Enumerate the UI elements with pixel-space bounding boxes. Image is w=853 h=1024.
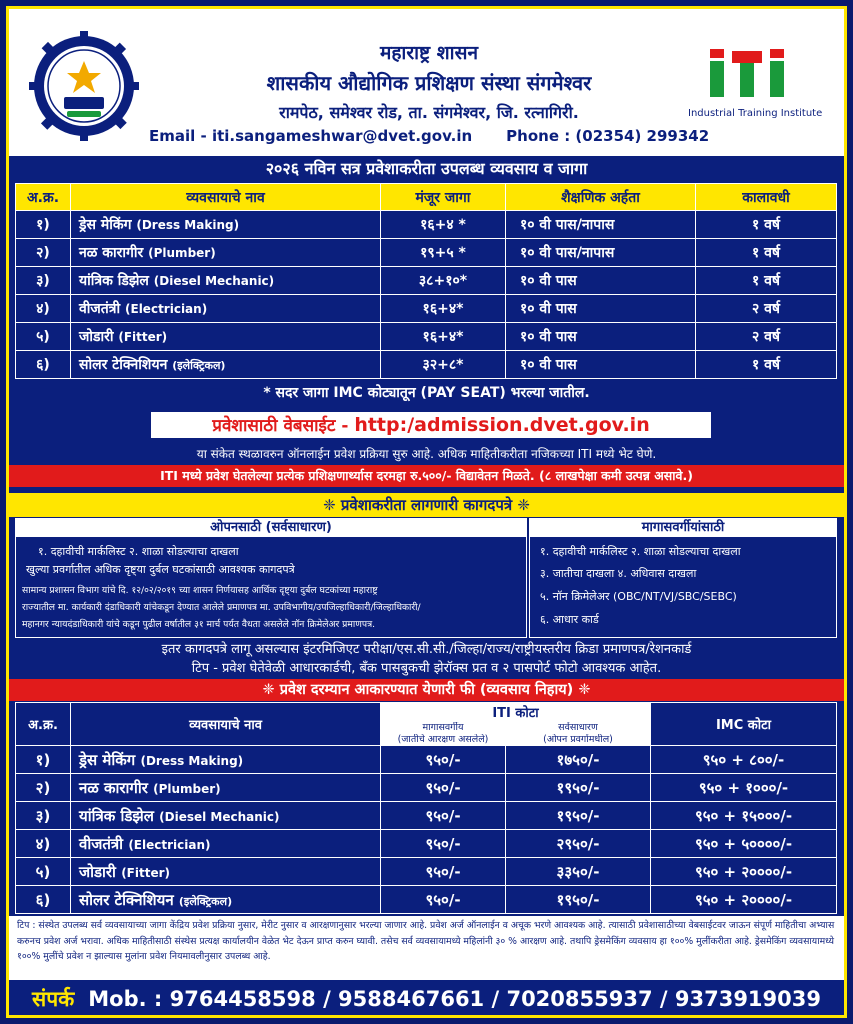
- iti-logo-icon: [688, 49, 808, 101]
- row-num: ३): [16, 267, 71, 295]
- trade-name: जोडारी: [79, 329, 114, 345]
- fee-imc: ९५० + २००००/-: [651, 858, 837, 886]
- fee-col-imc: IMC कोटा: [651, 703, 837, 746]
- fee-backward: ९५०/-: [381, 774, 506, 802]
- trade-name-en: (Fitter): [118, 330, 168, 344]
- docs-backward-line: ३. जातीचा दाखला ४. अधिवास दाखला: [540, 567, 697, 580]
- dvet-emblem-icon: [29, 31, 139, 141]
- row-trade: [71, 351, 381, 379]
- stipend-note: ITI मध्ये प्रवेश घेतलेल्या प्रत्येक प्रशिक्षणार्थ्यास दरमहा रु.५००/- विद्यावेतन मिळते. (८ लाखपेक्षा कमी उत्पन्न असावे.): [9, 465, 844, 487]
- row-seats: ३२+८*: [381, 351, 506, 379]
- fee-backward: ९५०/-: [381, 746, 506, 774]
- row-dur: १ वर्ष: [696, 211, 837, 239]
- fee-open: ३३५०/-: [506, 858, 651, 886]
- trade-name-en: (Diesel Mechanic): [159, 809, 280, 824]
- trade-name: यांत्रिक डिझेल: [79, 273, 149, 289]
- trade-name-en: (Plumber): [153, 781, 221, 796]
- row-edu: १० वी पास: [506, 323, 696, 351]
- fee-row-trade: [71, 858, 381, 886]
- fee-row-num: २): [16, 774, 71, 802]
- website-label: प्रवेशासाठी वेबसाईट -: [212, 416, 355, 436]
- fee-row-trade: [71, 802, 381, 830]
- header-email[interactable]: Email - iti.sangameshwar@dvet.gov.in: [149, 127, 473, 145]
- row-edu: १० वी पास/नापास: [506, 239, 696, 267]
- contact-bar: [9, 981, 844, 1018]
- fee-col-name: व्यवसायाचे नाव: [71, 703, 381, 746]
- fee-row-trade: [71, 830, 381, 858]
- iti-logo-caption: Industrial Training Institute: [688, 108, 823, 119]
- fee-col-open-sub: (ओपन प्रवर्गामधील): [506, 734, 651, 746]
- row-edu: १० वी पास/नापास: [506, 211, 696, 239]
- fee-col-backward-sub: (जातीचे आरक्षण असलेले): [381, 734, 506, 746]
- trade-name: यांत्रिक डिझेल: [79, 806, 154, 825]
- trade-name-en: (इलेक्ट्रिकल): [172, 359, 226, 372]
- header: [9, 9, 844, 156]
- col-header-num: अ.क्र.: [16, 184, 71, 211]
- table-row: [16, 886, 837, 914]
- iti-logo: [688, 49, 823, 119]
- table-row: [16, 802, 837, 830]
- fee-open: १९५०/-: [506, 774, 651, 802]
- documents-section: [15, 518, 837, 638]
- trade-name: ड्रेस मेकिंग: [79, 750, 136, 769]
- table-row: [16, 239, 837, 267]
- fee-row-trade: [71, 886, 381, 914]
- imc-note: * सदर जागा IMC कोट्यातून (PAY SEAT) भरल्या जातील.: [263, 385, 590, 401]
- trade-name-en: (Diesel Mechanic): [153, 274, 275, 288]
- row-trade: [71, 211, 381, 239]
- fee-table: [15, 702, 837, 914]
- other-docs-note: [9, 640, 844, 678]
- row-trade: [71, 323, 381, 351]
- table-row: [16, 267, 837, 295]
- fee-open: १९५०/-: [506, 886, 651, 914]
- docs-backward-line: ५. नॉन क्रिमेलेअर (OBC/NT/VJ/SBC/SEBC): [540, 590, 737, 603]
- col-header-edu: शैक्षणिक अर्हता: [506, 184, 696, 211]
- fee-col-num: अ.क्र.: [16, 703, 71, 746]
- fee-col-backward: मागासवर्गीय: [381, 722, 506, 734]
- fee-row-num: ५): [16, 858, 71, 886]
- fee-row-num: ३): [16, 802, 71, 830]
- fee-backward: ९५०/-: [381, 886, 506, 914]
- fee-imc: ९५० + ८००/-: [651, 746, 837, 774]
- row-trade: [71, 295, 381, 323]
- docs-backward-line: ६. आधार कार्ड: [540, 613, 599, 626]
- header-phone: Phone : (02354) 299342: [506, 127, 710, 145]
- fee-col-iti: ITI कोटा: [381, 703, 651, 722]
- row-dur: १ वर्ष: [696, 267, 837, 295]
- fee-imc: ९५० + ५००००/-: [651, 830, 837, 858]
- fee-backward: ९५०/-: [381, 830, 506, 858]
- trade-name-en: (Dress Making): [136, 218, 240, 232]
- row-dur: २ वर्ष: [696, 323, 837, 351]
- table-row: [16, 746, 837, 774]
- trade-name: सोलर टेक्निशियन: [79, 357, 168, 373]
- trade-name-en: (Electrician): [125, 302, 208, 316]
- trade-name-en: (Dress Making): [140, 753, 244, 768]
- contact-label: संपर्क: [32, 987, 75, 1011]
- row-num: ६): [16, 351, 71, 379]
- trade-name: ड्रेस मेकिंग: [79, 217, 132, 233]
- docs-open-line: राज्यातील मा. कार्यकारी दंडाधिकारी यांचेकडून देण्यात आलेले प्रमाणपत्र मा. उपविभागीय/उपजिल्हाधिकारी/जिल्हाधिकारी/: [22, 602, 421, 613]
- docs-open-line: खुल्या प्रवर्गातील अधिक दृष्ट्या दुर्बल घटकांसाठी आवश्यक कागदपत्रे: [26, 563, 295, 576]
- fee-open: १७५०/-: [506, 746, 651, 774]
- row-edu: १० वी पास: [506, 267, 696, 295]
- row-edu: १० वी पास: [506, 295, 696, 323]
- table-row: [16, 351, 837, 379]
- trades-table: [15, 183, 837, 379]
- docs-open-title: ओपनसाठी (सर्वसाधारण): [16, 519, 526, 537]
- website-link[interactable]: http:/admission.dvet.gov.in: [354, 414, 650, 436]
- row-seats: १६+४ *: [381, 211, 506, 239]
- other-docs-line: इतर कागदपत्रे लागू असल्यास इंटरमिजिएट परीक्षा/एस.सी.सी./जिल्हा/राज्य/राष्ट्रीयस्तरीय क्रिडा प्रमाणपत्र/रेशनकार्ड: [161, 642, 692, 657]
- header-address: रामपेठ, समेश्वर रोड, ता. संगमेश्वर, जि. रत्नागिरी.: [279, 103, 579, 122]
- website-box: [151, 412, 711, 438]
- poster-frame: [6, 6, 847, 1018]
- table-row: [16, 323, 837, 351]
- session-title: २०२६ नविन सत्र प्रवेशाकरीता उपलब्ध व्यवसाय व जागा: [265, 159, 588, 178]
- row-dur: १ वर्ष: [696, 351, 837, 379]
- docs-backward-column: [529, 518, 837, 638]
- docs-open-line: १. दहावीची मार्कलिस्ट २. शाळा सोडल्याचा दाखला: [38, 545, 239, 558]
- trade-name: जोडारी: [79, 862, 116, 881]
- header-institute-name: शासकीय औद्योगिक प्रशिक्षण संस्था संगमेश्वर: [266, 71, 592, 95]
- online-note: या संकेत स्थळावरुन ऑनलाईन प्रवेश प्रक्रिया सुरु आहे. अधिक माहितीकरीता नजिकच्या ITI मध्ये भेट घेणे.: [196, 447, 657, 461]
- table-row: [16, 295, 837, 323]
- docs-backward-line: १. दहावीची मार्कलिस्ट २. शाळा सोडल्याचा दाखला: [540, 545, 741, 558]
- trade-name: नळ कारागीर: [79, 245, 144, 261]
- fee-title: ❈ प्रवेश दरम्यान आकारण्यात येणारी फी (व्यवसाय निहाय) ❈: [9, 679, 844, 701]
- fee-row-num: ४): [16, 830, 71, 858]
- row-num: ५): [16, 323, 71, 351]
- table-row: [16, 774, 837, 802]
- row-trade: [71, 267, 381, 295]
- row-dur: १ वर्ष: [696, 239, 837, 267]
- trade-name-en: (Plumber): [148, 246, 216, 260]
- table-row: [16, 858, 837, 886]
- trade-name-en: (इलेक्ट्रिकल): [178, 894, 233, 908]
- contact-numbers[interactable]: Mob. : 9764458598 / 9588467661 / 7020855937 / 9373919039: [88, 987, 821, 1011]
- row-seats: ३८+१०*: [381, 267, 506, 295]
- trades-table-header: [16, 184, 837, 211]
- trade-name: नळ कारागीर: [79, 778, 148, 797]
- row-dur: २ वर्ष: [696, 295, 837, 323]
- col-header-seats: मंजूर जागा: [381, 184, 506, 211]
- row-seats: १९+५ *: [381, 239, 506, 267]
- header-contact-line: [149, 127, 709, 145]
- footer-note: टिप : संस्थेत उपलब्ध सर्व व्यवसायाच्या जागा केंद्रिय प्रवेश प्रक्रिया नुसार, मेरीट नुसार व आरक्षणानुसार भरल्या जाणार आहे. प्रवेश अर्ज ऑनलाईन व अचूक भरणे आवश्यक आहे. त्यासाठी प्रवेशासाठीच्या वेबसाईटवर जाऊन संपूर्ण माहितीचा अभ्यास करुनच प्रवेश अर्ज भरावा. अधिक माहितीसाठी संस्थेस प्रत्यक्ष कार्यालयीन वेळेत भेट देऊन प्राप्त करुन घ्यावी. तसेच सर्व व्यवसायामध्ये महिलांनी ३० % आरक्षण आहे. तथापि ड्रेसमेकिंग व्यवसाय हा १००% मुलींकरीता आहे. ड्रेसमेकिंग व्यवसायामध्ये १००% मुलींचे प्रवेश न झाल्यास मुलांना प्रवेश नियमावलीनुसार उपलब्ध आहे.: [9, 916, 844, 980]
- fee-row-num: १): [16, 746, 71, 774]
- trade-name-en: (Electrician): [128, 837, 211, 852]
- table-row: [16, 830, 837, 858]
- row-seats: १६+४*: [381, 295, 506, 323]
- col-header-dur: कालावधी: [696, 184, 837, 211]
- trade-name: सोलर टेक्निशियन: [79, 890, 174, 909]
- docs-open-line: सामान्य प्रशासन विभाग यांचे दि. १२/०२/२०१९ च्या शासन निर्णयासह आर्थिक दृष्ट्या दुर्बल घटकांच्या महाराष्ट्र: [22, 585, 378, 596]
- fee-imc: ९५० + २००००/-: [651, 886, 837, 914]
- fee-open: २९५०/-: [506, 830, 651, 858]
- row-seats: १६+४*: [381, 323, 506, 351]
- table-row: [16, 211, 837, 239]
- other-docs-tip: टिप - प्रवेश घेतेवेळी आधारकार्डची, बँक पासबुकची झेरॉक्स प्रत व २ पासपोर्ट फोटो आवश्यक आहेत.: [191, 661, 662, 676]
- fee-open: १९५०/-: [506, 802, 651, 830]
- trade-name: वीजतंत्री: [79, 834, 124, 853]
- fee-imc: ९५० + १०००/-: [651, 774, 837, 802]
- row-num: ४): [16, 295, 71, 323]
- fee-backward: ९५०/-: [381, 858, 506, 886]
- docs-title: ❈ प्रवेशाकरीता लागणारी कागदपत्रे ❈: [9, 493, 844, 517]
- trade-name-en: (Fitter): [121, 865, 170, 880]
- trade-name: वीजतंत्री: [79, 301, 121, 317]
- fee-col-open: सर्वसाधारण: [506, 722, 651, 734]
- fee-imc: ९५० + १५०००/-: [651, 802, 837, 830]
- docs-backward-title: मागासवर्गीयांसाठी: [530, 519, 836, 537]
- row-trade: [71, 239, 381, 267]
- col-header-name: व्यवसायाचे नाव: [71, 184, 381, 211]
- header-gov-name: महाराष्ट्र शासन: [379, 42, 478, 64]
- docs-open-line: महानगर न्यायदंडाधिकारी यांचे कडून पुढील वर्षातील ३१ मार्च पर्यत वैधता असलेले नॉन क्रिमेलेअर प्रमाणपत्र.: [22, 619, 376, 630]
- row-edu: १० वी पास: [506, 351, 696, 379]
- row-num: २): [16, 239, 71, 267]
- fee-table-header: [16, 703, 837, 722]
- row-num: १): [16, 211, 71, 239]
- fee-backward: ९५०/-: [381, 802, 506, 830]
- docs-open-column: [15, 518, 527, 638]
- fee-row-trade: [71, 746, 381, 774]
- fee-row-num: ६): [16, 886, 71, 914]
- fee-row-trade: [71, 774, 381, 802]
